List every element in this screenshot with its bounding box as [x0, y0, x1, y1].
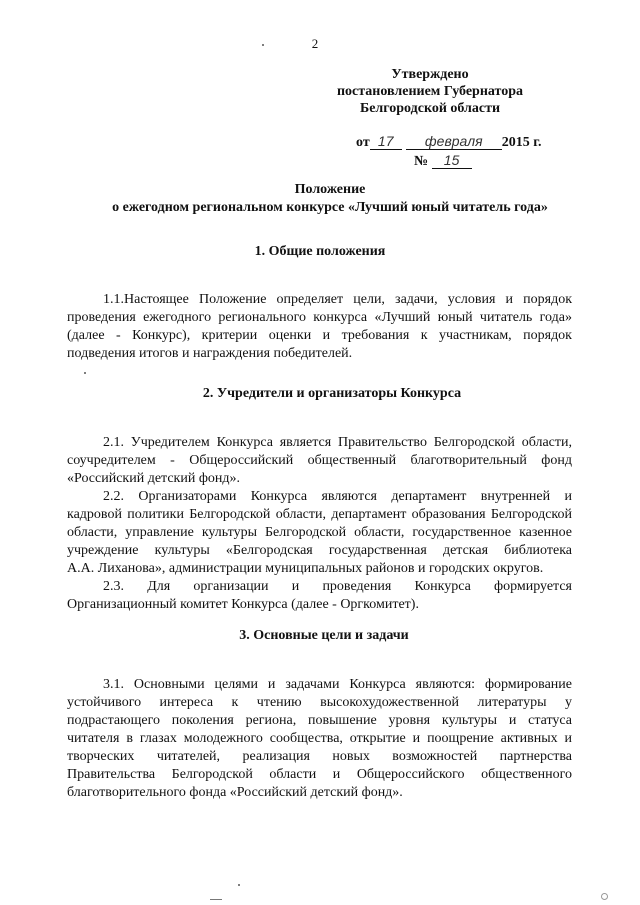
page-number: 2: [311, 36, 319, 51]
title-line-1: Положение: [294, 182, 366, 197]
text-line: проведения ежегодного регионального конкурса «Лучший юный читатель года»: [67, 310, 572, 325]
number-label: №: [414, 154, 429, 169]
approval-stamp: [330, 66, 530, 117]
scan-speck: [238, 884, 240, 886]
paragraph-3-1: [67, 676, 572, 802]
document-number: 15: [432, 152, 472, 169]
text-line: 2.1. Учредителем Конкурса является Правительство Белгородской области,: [103, 435, 572, 450]
approval-line-3: Белгородской области: [359, 101, 501, 116]
date-year: 2015 г.: [501, 135, 542, 150]
scan-speck: [84, 372, 86, 374]
document-number-line: [414, 152, 472, 170]
text-line: области, управление культуры Белгородской области, государственное казенное: [67, 525, 572, 540]
text-line: устойчивого интереса к чтению высокохудожественной литературы у: [67, 695, 572, 710]
scan-mark: [210, 899, 222, 900]
text-line: 2.3. Для организации и проведения Конкурса формируется: [103, 579, 572, 594]
section-2-heading: 2. Учредители и организаторы Конкурса: [202, 386, 462, 401]
title-line-2: о ежегодном региональном конкурсе «Лучший юный читатель года»: [112, 200, 548, 215]
date-month: февраля: [406, 133, 502, 150]
scan-mark: [601, 893, 608, 900]
text-line: благотворительного фонда «Российский детский фонд».: [67, 785, 403, 800]
text-line: 3.1. Основными целями и задачами Конкурса являются: формирование: [103, 677, 572, 692]
scan-speck: [262, 44, 264, 46]
text-line: (далее - Конкурс), критерии оценки и требования к участникам, порядок: [67, 328, 572, 343]
text-line: Организационный комитет Конкурса (далее - Оргкомитет).: [67, 597, 419, 612]
text-line: читателя в глазах молодежного сообщества, открытие и поощрение активных и: [67, 731, 572, 746]
text-line: подрастающего поколения региона, повышение уровня культуры и статуса: [67, 713, 572, 728]
paragraph-2-2: [67, 488, 572, 578]
date-prefix: от: [356, 135, 370, 150]
date-day: 17: [370, 133, 402, 150]
text-line: кадровой политики Белгородской области, департамент образования Белгородской: [67, 507, 572, 522]
text-line: учреждение культуры «Белгородская государственная детская библиотека: [67, 543, 572, 558]
text-line: «Российский детский фонд».: [67, 471, 241, 486]
paragraph-1-1: [67, 291, 572, 363]
text-line: Правительства Белгородской области и Общероссийского общественного: [67, 767, 572, 782]
document-title: [60, 181, 600, 217]
paragraph-2-3: [67, 578, 572, 614]
text-line: А.А. Лиханова», администрации муниципальных районов и городских округов.: [67, 561, 544, 576]
text-line: соучредителем - Общероссийский общественный благотворительный фонд: [67, 453, 572, 468]
section-1-heading: 1. Общие положения: [254, 244, 386, 259]
text-line: подведения итогов и награждения победителей.: [67, 346, 353, 361]
date-line: [356, 133, 541, 151]
paragraph-2-1: [67, 434, 572, 488]
text-line: творческих читателей, реализация новых возможностей партнерства: [67, 749, 572, 764]
approval-line-2: постановлением Губернатора: [336, 84, 524, 99]
approval-line-1: Утверждено: [391, 67, 469, 82]
section-3-heading: 3. Основные цели и задачи: [239, 628, 409, 643]
text-line: 2.2. Организаторами Конкурса являются департамент внутренней и: [103, 489, 572, 504]
text-line: 1.1.Настоящее Положение определяет цели, задачи, условия и порядок: [103, 292, 572, 307]
